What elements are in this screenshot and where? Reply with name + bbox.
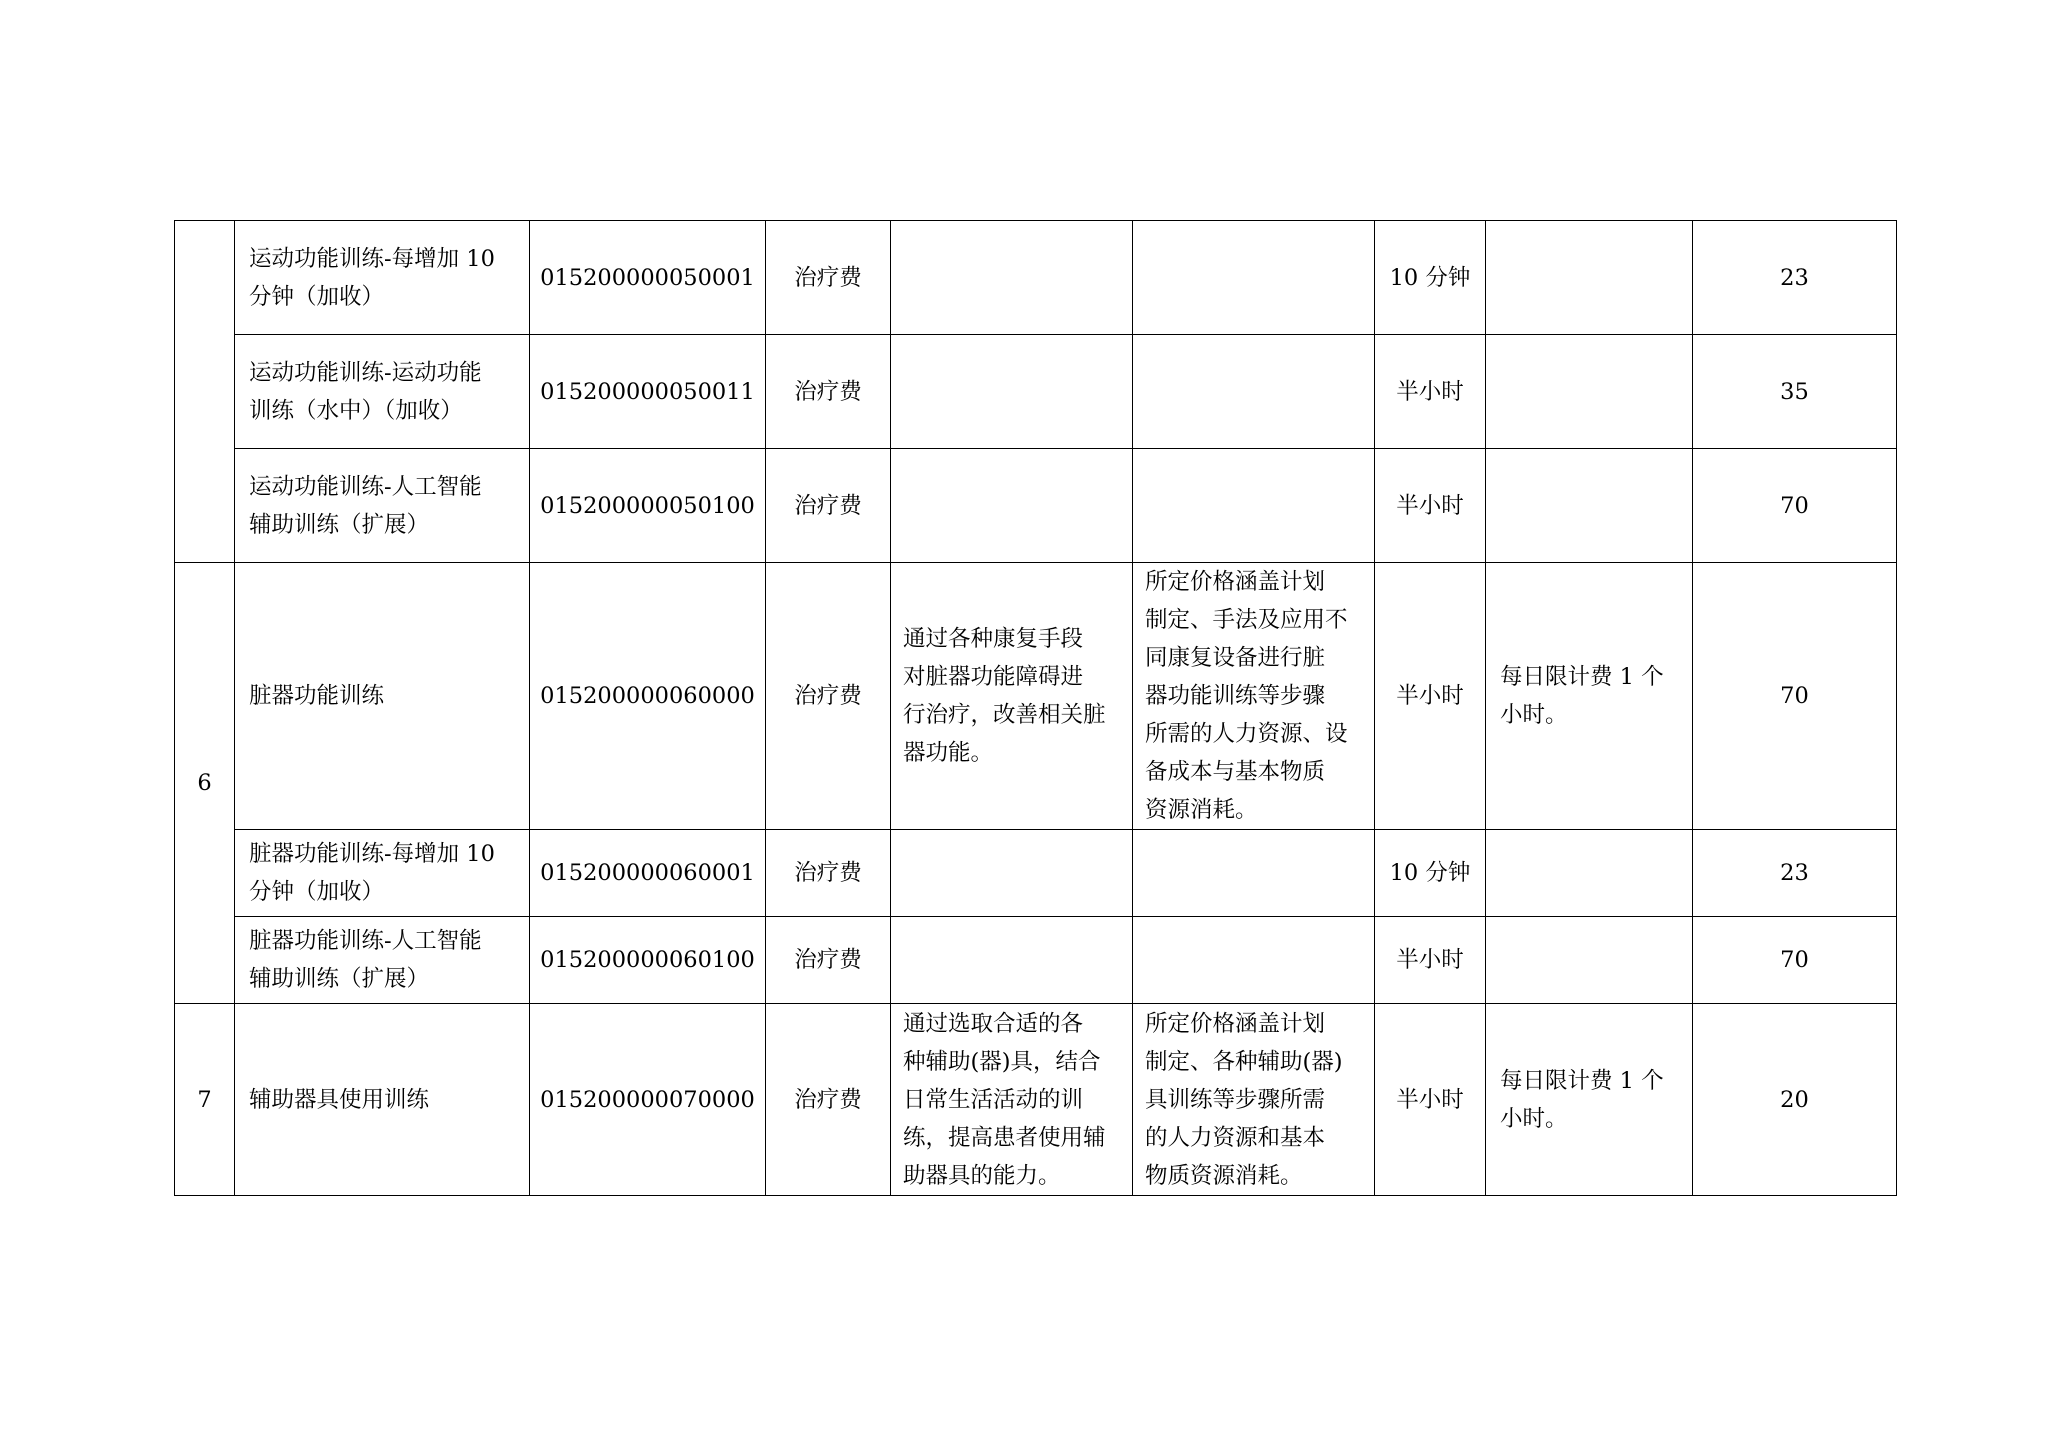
price-value: 23 — [1693, 221, 1897, 335]
price-composition: 所定价格涵盖计划 制定、手法及应用不 同康复设备进行脏 器功能训练等步骤 所需的人力资源、设 备成本与基本物质 资源消耗。 — [1133, 563, 1375, 830]
item-name: 运动功能训练-每增加 10 分钟（加收） — [235, 221, 530, 335]
item-note — [1486, 917, 1693, 1004]
item-note — [1486, 335, 1693, 449]
item-code: 015200000060100 — [530, 917, 766, 1004]
item-content — [891, 449, 1133, 563]
item-name: 脏器功能训练 — [235, 563, 530, 830]
price-composition — [1133, 917, 1375, 1004]
price-composition: 所定价格涵盖计划 制定、各种辅助(器) 具训练等步骤所需 的人力资源和基本 物质资源消耗。 — [1133, 1004, 1375, 1196]
price-value: 70 — [1693, 917, 1897, 1004]
price-value: 70 — [1693, 563, 1897, 830]
fee-category: 治疗费 — [766, 335, 891, 449]
billing-unit: 半小时 — [1375, 917, 1486, 1004]
fee-category: 治疗费 — [766, 221, 891, 335]
price-value: 23 — [1693, 830, 1897, 917]
item-content — [891, 221, 1133, 335]
price-value: 20 — [1693, 1004, 1897, 1196]
seq-number: 6 — [175, 563, 235, 1004]
item-content — [891, 830, 1133, 917]
table-row — [175, 1004, 1897, 1196]
price-composition — [1133, 221, 1375, 335]
table-row — [175, 830, 1897, 917]
item-code: 015200000050100 — [530, 449, 766, 563]
pricing-table — [174, 220, 1897, 1196]
fee-category: 治疗费 — [766, 449, 891, 563]
price-value: 70 — [1693, 449, 1897, 563]
billing-unit: 半小时 — [1375, 1004, 1486, 1196]
price-composition — [1133, 335, 1375, 449]
item-note: 每日限计费 1 个 小时。 — [1486, 563, 1693, 830]
table-row — [175, 563, 1897, 830]
item-note — [1486, 221, 1693, 335]
table-row — [175, 449, 1897, 563]
billing-unit: 半小时 — [1375, 449, 1486, 563]
billing-unit: 半小时 — [1375, 563, 1486, 830]
price-value: 35 — [1693, 335, 1897, 449]
item-note: 每日限计费 1 个 小时。 — [1486, 1004, 1693, 1196]
fee-category: 治疗费 — [766, 917, 891, 1004]
item-note — [1486, 830, 1693, 917]
price-composition — [1133, 830, 1375, 917]
item-content: 通过选取合适的各 种辅助(器)具，结合 日常生活活动的训 练，提高患者使用辅 助器具的能力。 — [891, 1004, 1133, 1196]
item-name: 脏器功能训练-人工智能 辅助训练（扩展） — [235, 917, 530, 1004]
item-name: 脏器功能训练-每增加 10 分钟（加收） — [235, 830, 530, 917]
fee-category: 治疗费 — [766, 1004, 891, 1196]
table-row — [175, 335, 1897, 449]
item-code: 015200000050011 — [530, 335, 766, 449]
item-code: 015200000060000 — [530, 563, 766, 830]
table-row — [175, 221, 1897, 335]
item-content: 通过各种康复手段 对脏器功能障碍进 行治疗，改善相关脏 器功能。 — [891, 563, 1133, 830]
billing-unit: 10 分钟 — [1375, 830, 1486, 917]
seq-number: 7 — [175, 1004, 235, 1196]
billing-unit: 半小时 — [1375, 335, 1486, 449]
item-content — [891, 335, 1133, 449]
seq-cell — [175, 221, 235, 563]
item-code: 015200000070000 — [530, 1004, 766, 1196]
item-name: 运动功能训练-运动功能 训练（水中）（加收） — [235, 335, 530, 449]
fee-category: 治疗费 — [766, 563, 891, 830]
fee-category: 治疗费 — [766, 830, 891, 917]
item-note — [1486, 449, 1693, 563]
billing-unit: 10 分钟 — [1375, 221, 1486, 335]
table-row — [175, 917, 1897, 1004]
price-composition — [1133, 449, 1375, 563]
item-name: 运动功能训练-人工智能 辅助训练（扩展） — [235, 449, 530, 563]
item-name: 辅助器具使用训练 — [235, 1004, 530, 1196]
item-code: 015200000060001 — [530, 830, 766, 917]
item-code: 015200000050001 — [530, 221, 766, 335]
item-content — [891, 917, 1133, 1004]
